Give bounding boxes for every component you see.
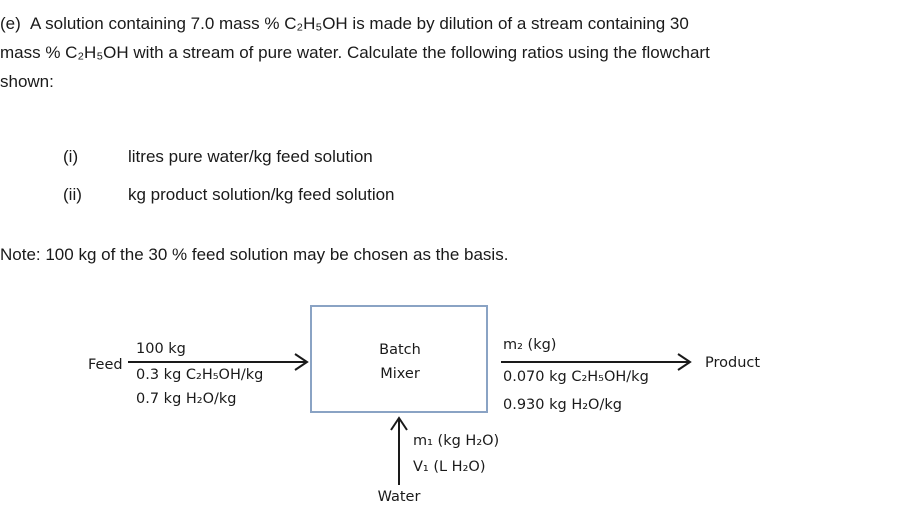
feed-ethanol-fraction: 0.3 kg C₂H₅OH/kg — [136, 367, 264, 383]
item-i-number: (i) — [63, 147, 79, 166]
feed-water-fraction: 0.7 kg H₂O/kg — [136, 391, 237, 407]
question-line-2: mass % C₂H₅OH with a stream of pure water. Calculate the following ratios using the flowchart — [0, 43, 710, 62]
item-ii-text: kg product solution/kg feed solution — [128, 185, 395, 204]
water-label: Water — [377, 489, 421, 505]
water-volume: V₁ (L H₂O) — [413, 459, 486, 475]
question-label: (e) — [0, 14, 21, 33]
question-line-1: (e) A solution containing 7.0 mass % C₂H₅OH is made by dilution of a stream containing 30 — [0, 9, 905, 38]
mixer-label-line-2: Mixer — [380, 366, 420, 382]
product-ethanol-fraction: 0.070 kg C₂H₅OH/kg — [503, 369, 649, 385]
product-label: Product — [705, 355, 761, 371]
item-i-text: litres pure water/kg feed solution — [128, 147, 373, 166]
product-water-fraction: 0.930 kg H₂O/kg — [503, 397, 622, 413]
feed-mass: 100 kg — [136, 341, 186, 357]
product-mass: m₂ (kg) — [503, 337, 557, 353]
mixer-label-line-1: Batch — [379, 342, 421, 358]
water-mass: m₁ (kg H₂O) — [413, 433, 500, 449]
feed-label: Feed — [88, 357, 123, 373]
question-line-3: shown: — [0, 72, 54, 91]
note-text: Note: 100 kg of the 30 % feed solution may be chosen as the basis. — [0, 245, 509, 264]
item-ii-number: (ii) — [63, 185, 82, 204]
